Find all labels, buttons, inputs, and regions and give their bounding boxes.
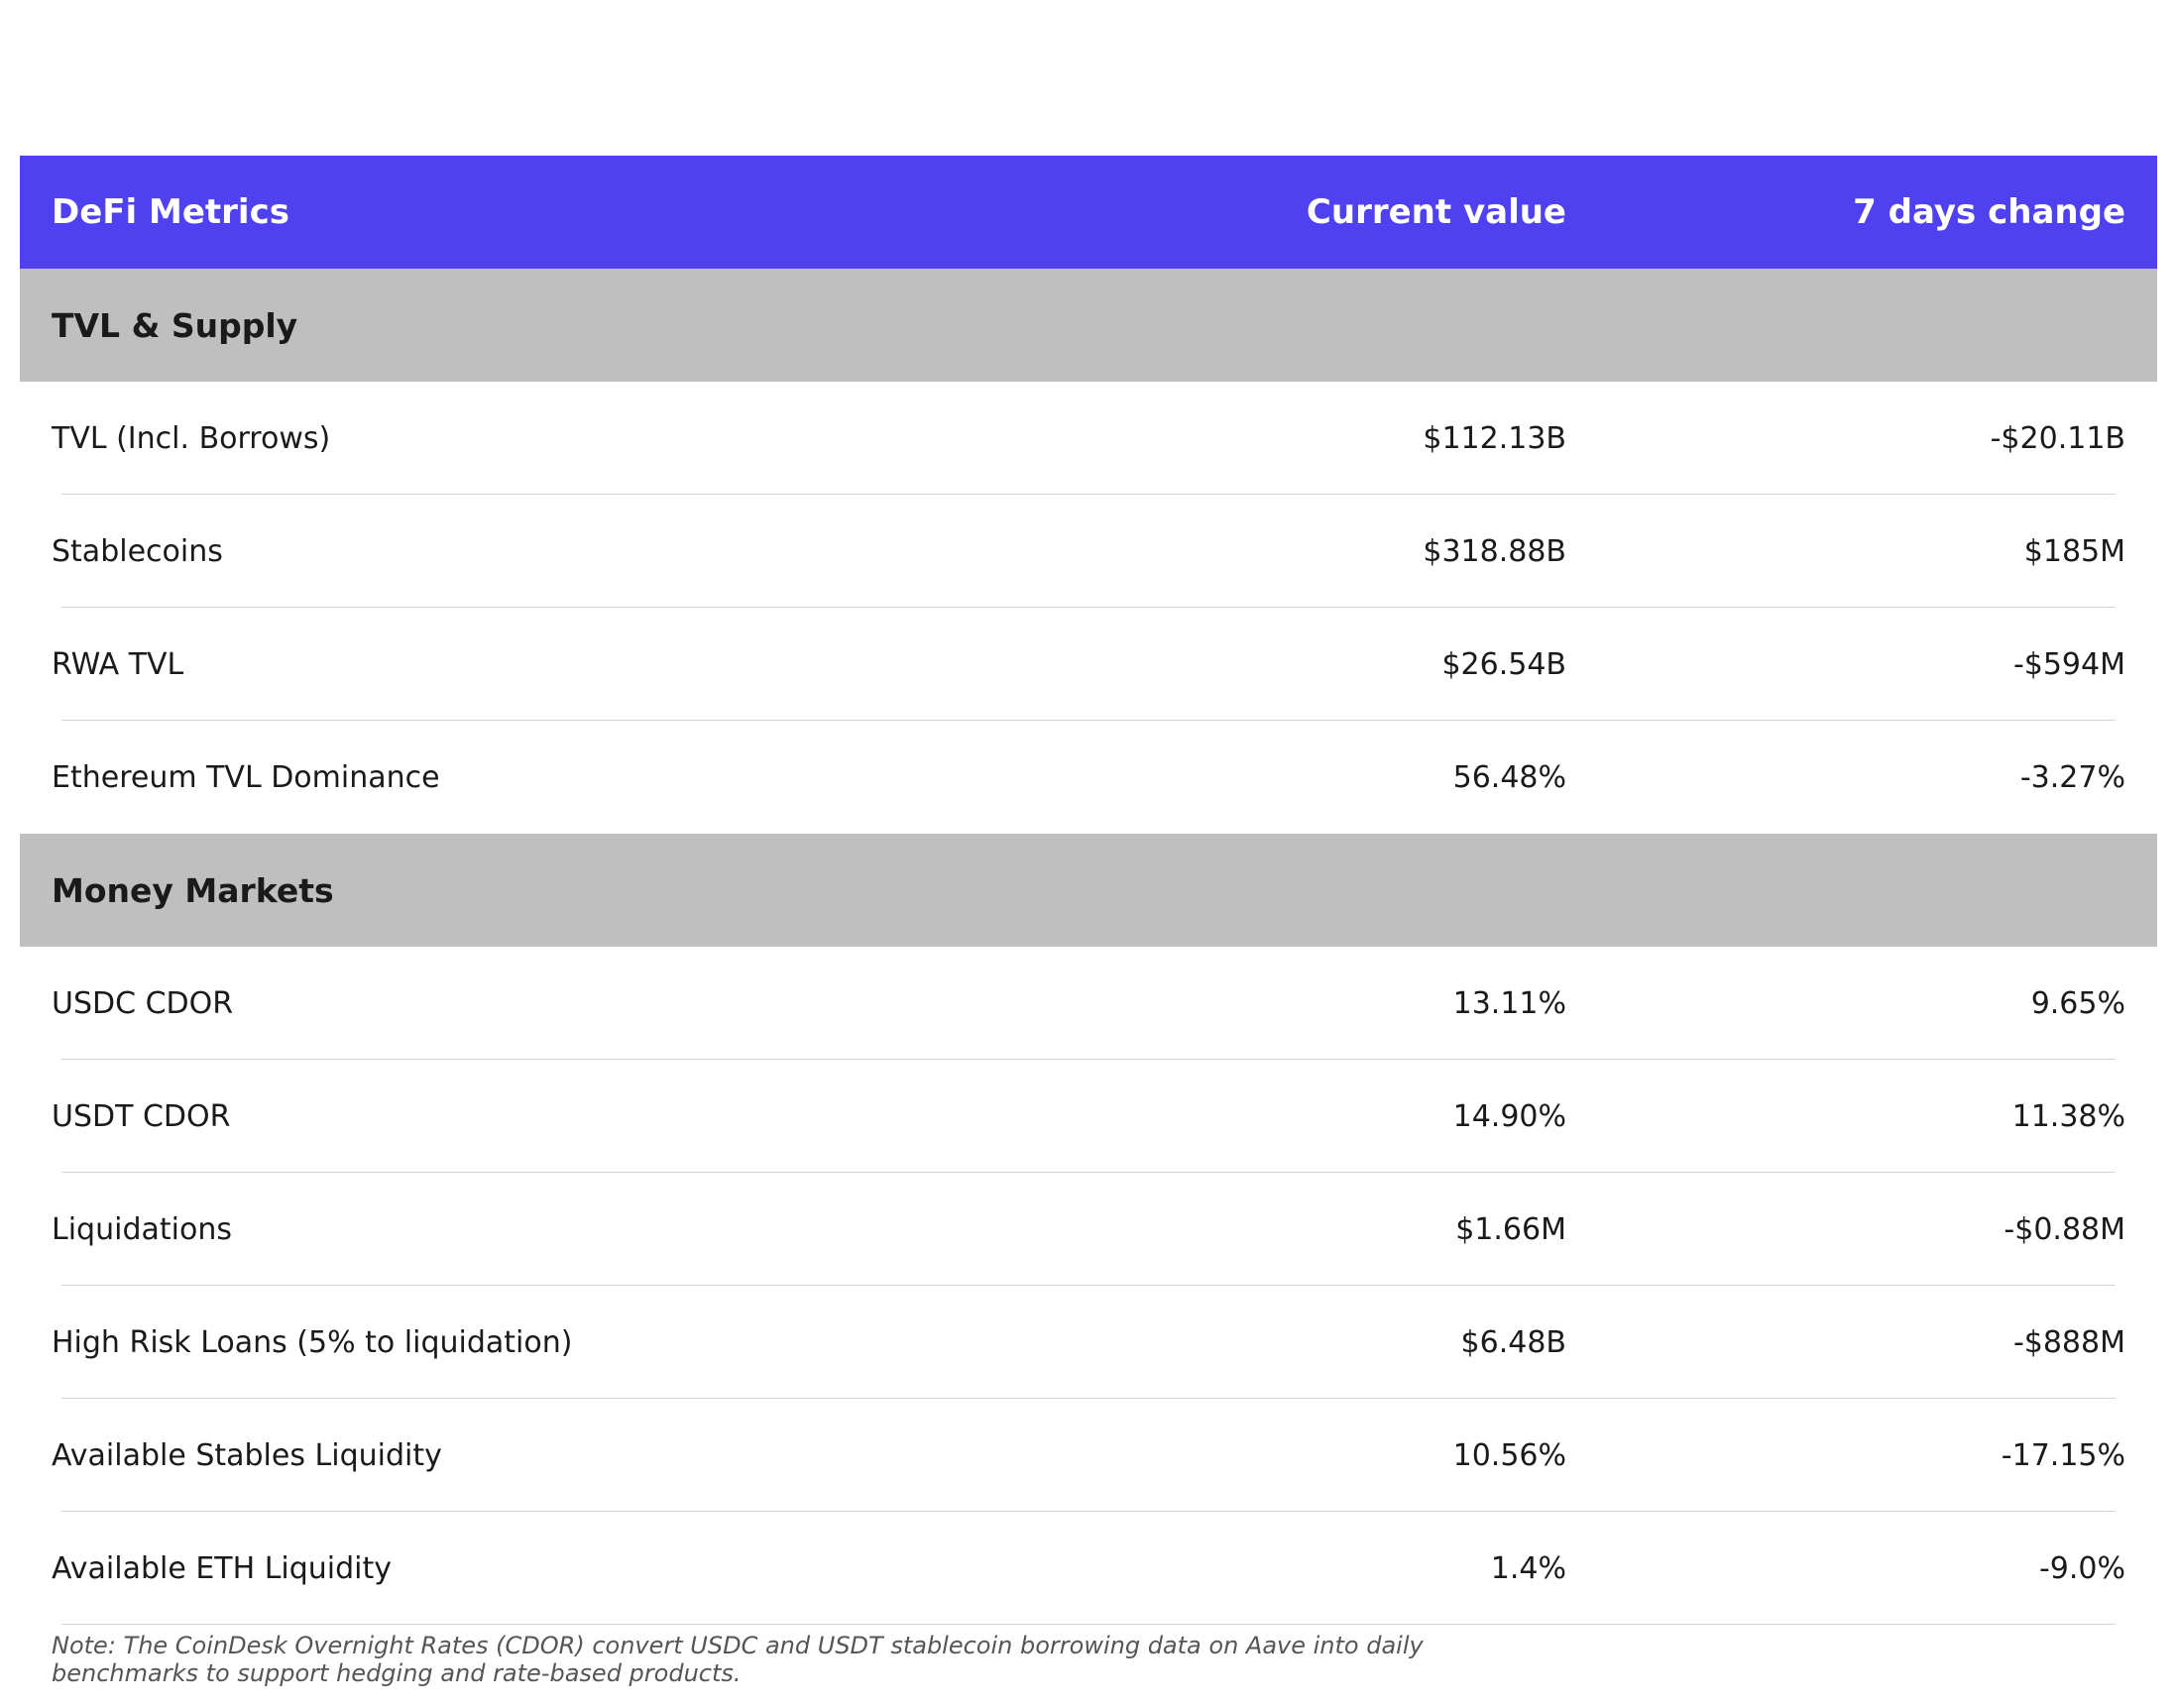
current-value: $26.54B (1441, 646, 1566, 682)
section-title: TVL & Supply (52, 305, 298, 345)
current-value: 13.11% (1452, 985, 1566, 1021)
seven-day-change: 9.65% (2030, 985, 2125, 1021)
seven-day-change: -$594M (2012, 646, 2125, 682)
seven-day-change: 11.38% (2011, 1098, 2125, 1134)
metric-name: High Risk Loans (5% to liquidation) (52, 1324, 573, 1360)
table-row (20, 1399, 2157, 1512)
footnote-line-1: Note: The CoinDesk Overnight Rates (CDOR) convert USDC and USDT stablecoin borrowing data on Aave into daily (52, 1632, 1424, 1659)
row-divider (61, 1624, 2116, 1625)
table-row (20, 1060, 2157, 1173)
seven-day-change: -17.15% (2001, 1437, 2125, 1473)
table-row (20, 721, 2157, 834)
current-value: 10.56% (1452, 1437, 1566, 1473)
header-7-days-change: 7 days change (1853, 192, 2125, 232)
metric-name: Available ETH Liquidity (52, 1550, 393, 1586)
section-title: Money Markets (52, 870, 334, 910)
seven-day-change: -$20.11B (1990, 420, 2125, 456)
table-row (20, 1286, 2157, 1399)
seven-day-change: -9.0% (2038, 1550, 2125, 1586)
metric-name: Stablecoins (52, 533, 223, 569)
table-row (20, 495, 2157, 608)
seven-day-change: -3.27% (2019, 759, 2125, 795)
current-value: $112.13B (1423, 420, 1566, 456)
metric-name: Ethereum TVL Dominance (52, 759, 440, 795)
metric-name: RWA TVL (52, 646, 184, 682)
header-current-value: Current value (1306, 192, 1566, 232)
table-row (20, 1173, 2157, 1286)
table-row (20, 947, 2157, 1060)
table-row (20, 1512, 2157, 1625)
current-value: $1.66M (1455, 1211, 1566, 1247)
metric-name: USDT CDOR (52, 1098, 231, 1134)
defi-metrics-table (20, 156, 2157, 1625)
section-header-tvl-supply (20, 269, 2157, 382)
current-value: 14.90% (1452, 1098, 1566, 1134)
current-value: 1.4% (1490, 1550, 1566, 1586)
metric-name: TVL (Incl. Borrows) (52, 420, 331, 456)
current-value: $318.88B (1423, 533, 1566, 569)
table-header-row (20, 156, 2157, 269)
table-row (20, 608, 2157, 721)
metric-name: Available Stables Liquidity (52, 1437, 442, 1473)
table-row (20, 382, 2157, 495)
section-header-money-markets (20, 834, 2157, 947)
footnote (52, 1632, 1539, 1687)
current-value: $6.48B (1460, 1324, 1566, 1360)
current-value: 56.48% (1452, 759, 1566, 795)
metric-name: Liquidations (52, 1211, 232, 1247)
seven-day-change: $185M (2023, 533, 2125, 569)
metric-name: USDC CDOR (52, 985, 234, 1021)
seven-day-change: -$0.88M (2004, 1211, 2125, 1247)
footnote-line-2: benchmarks to support hedging and rate-based products. (52, 1659, 742, 1687)
header-metric: DeFi Metrics (52, 192, 289, 232)
seven-day-change: -$888M (2012, 1324, 2125, 1360)
